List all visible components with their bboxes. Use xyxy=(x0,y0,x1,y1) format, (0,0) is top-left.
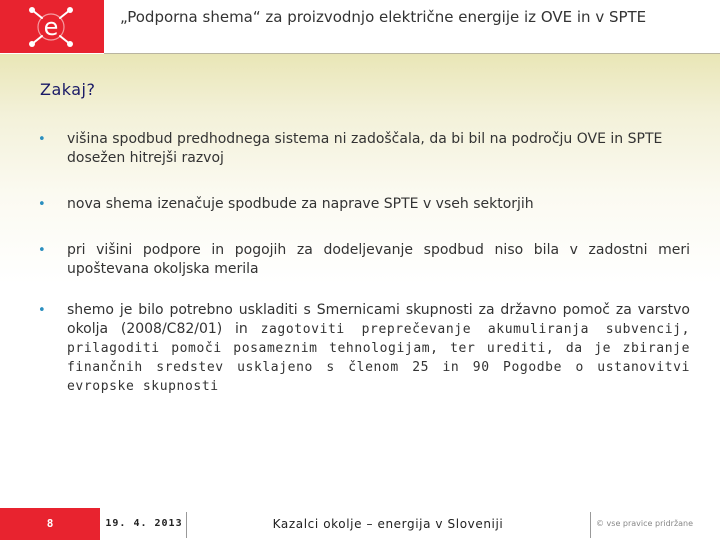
footer-date: 19. 4. 2013 xyxy=(105,518,183,529)
bullet-item xyxy=(38,241,690,279)
bullet-text: pri višini podpore in pogojih za dodeljevanje spodbud niso bila v zadostni meri upoštevana okoljska merila xyxy=(67,242,690,277)
logo xyxy=(0,0,104,53)
slide-header xyxy=(0,0,720,54)
footer-divider xyxy=(186,512,187,538)
bullet-dot-icon: • xyxy=(38,132,46,147)
bullet-text: nova shema izenačuje spodbude za naprave SPTE v vseh sektorjih xyxy=(67,196,534,212)
bullet-list xyxy=(38,130,690,396)
bullet-item xyxy=(38,130,690,168)
header-title: „Podporna shema“ za proizvodnjo električne energije iz OVE in v SPTE xyxy=(120,8,647,26)
bullet-item xyxy=(38,301,690,396)
slide-footer xyxy=(0,508,720,540)
bullet-item xyxy=(38,195,690,214)
logo-letter: e xyxy=(43,13,59,41)
slide-heading: Zakaj? xyxy=(40,80,96,99)
rights-notice: © vse pravice pridržane xyxy=(596,519,694,528)
bullet-dot-icon: • xyxy=(38,303,46,318)
logo-e-icon xyxy=(26,4,76,50)
page-number: 8 xyxy=(0,508,100,540)
footer-divider xyxy=(590,512,591,538)
bullet-dot-icon: • xyxy=(38,243,46,258)
bullet-text: shemo je bilo potrebno uskladiti s Smernicami skupnosti za državno pomoč za varstvo okolja (2008/C82/01) in xyxy=(67,302,690,337)
bullet-text: višina spodbud predhodnega sistema ni zadoščala, da bi bil na področju OVE in SPTE dosežen hitrejši razvoj xyxy=(67,131,663,166)
bullet-text-continued: zagotoviti preprečevanje akumuliranja subvencij, prilagoditi pomoči posameznim tehnologijam, ter urediti, da je zbiranje finančnih sredstev usklajeno s členom 25 in 90 Pogodbe o ustanovitvi evropske skupnosti xyxy=(67,322,691,394)
bullet-dot-icon: • xyxy=(38,197,46,212)
footer-title: Kazalci okolje – energija v Sloveniji xyxy=(272,517,504,531)
